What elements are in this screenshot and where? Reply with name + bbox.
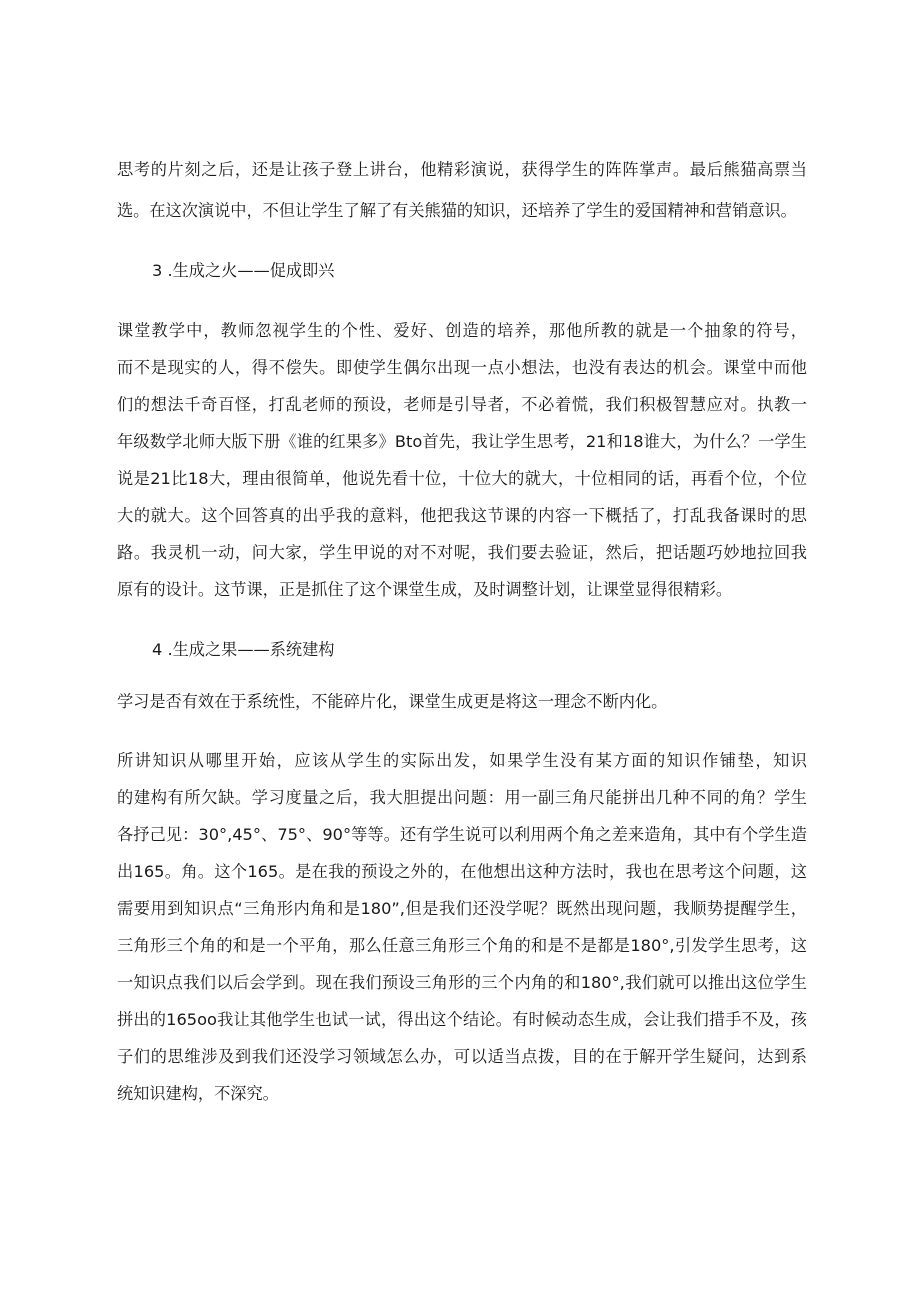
text-line: 所讲知识从哪里开始，应该从学生的实际出发，如果学生没有某方面的知识作铺垫，知识 xyxy=(117,751,807,770)
text-line: 三角形三个角的和是一个平角，那么任意三角形三个角的和是不是都是180°,引发学生思考，这 xyxy=(117,936,807,955)
section-heading-3: 3 .生成之火——促成即兴 xyxy=(152,261,335,280)
text-line: 而不是现实的人，得不偿失。即使学生偶尔出现一点小想法，也没有表达的机会。课堂中而他 xyxy=(117,358,807,377)
text-line: 需要用到知识点“三角形内角和是180”,但是我们还没学呢？既然出现问题，我顺势提醒学生， xyxy=(117,899,807,918)
text-line: 学习是否有效在于系统性，不能碎片化，课堂生成更是将这一理念不断内化。 xyxy=(117,692,668,711)
text-line: 说是21比18大，理由很简单，他说先看十位，十位大的就大，十位相同的话，再看个位，个位 xyxy=(117,469,807,488)
text-line: 们的想法千奇百怪，打乱老师的预设，老师是引导者，不必着慌，我们积极智慧应对。执教一 xyxy=(117,395,807,414)
text-line: 思考的片刻之后，还是让孩子登上讲台，他精彩演说，获得学生的阵阵掌声。最后熊猫高票当 xyxy=(117,160,807,179)
text-line: 统知识建构，不深究。 xyxy=(117,1084,279,1103)
text-line: 大的就大。这个回答真的出乎我的意料，他把我这节课的内容一下概括了，打乱我备课时的思 xyxy=(117,506,807,525)
section-heading-4: 4 .生成之果——系统建构 xyxy=(152,640,335,659)
text-line: 出165。角。这个165。是在我的预设之外的，在他想出这种方法时，我也在思考这个问题，这 xyxy=(117,862,807,881)
text-line: 原有的设计。这节课，正是抓住了这个课堂生成，及时调整计划，让课堂显得很精彩。 xyxy=(117,580,733,599)
text-line: 拼出的165oo我让其他学生也试一试，得出这个结论。有时候动态生成，会让我们措手不及，孩 xyxy=(117,1010,807,1029)
text-line: 课堂教学中，教师忽视学生的个性、爱好、创造的培养，那他所教的就是一个抽象的符号， xyxy=(117,321,807,340)
text-line: 选。在这次演说中，不但让学生了解了有关熊猫的知识，还培养了学生的爱国精神和营销意识。 xyxy=(117,201,797,220)
text-line: 的建构有所欠缺。学习度量之后，我大胆提出问题：用一副三角尺能拼出几种不同的角？学生 xyxy=(117,788,807,807)
text-line: 一知识点我们以后会学到。现在我们预设三角形的三个内角的和180°,我们就可以推出这位学生 xyxy=(117,973,807,992)
text-line: 路。我灵机一动，问大家，学生甲说的对不对呢，我们要去验证，然后，把话题巧妙地拉回我 xyxy=(117,543,807,562)
text-line: 各抒己见：30°,45°、75°、90°等等。还有学生说可以利用两个角之差来造角，其中有个学生造 xyxy=(117,825,807,844)
text-line: 子们的思维涉及到我们还没学习领域怎么办，可以适当点拨，目的在于解开学生疑问，达到系 xyxy=(117,1047,807,1066)
text-line: 年级数学北师大版下册《谁的红果多》Bto首先，我让学生思考，21和18谁大，为什么？一学生 xyxy=(117,432,807,451)
